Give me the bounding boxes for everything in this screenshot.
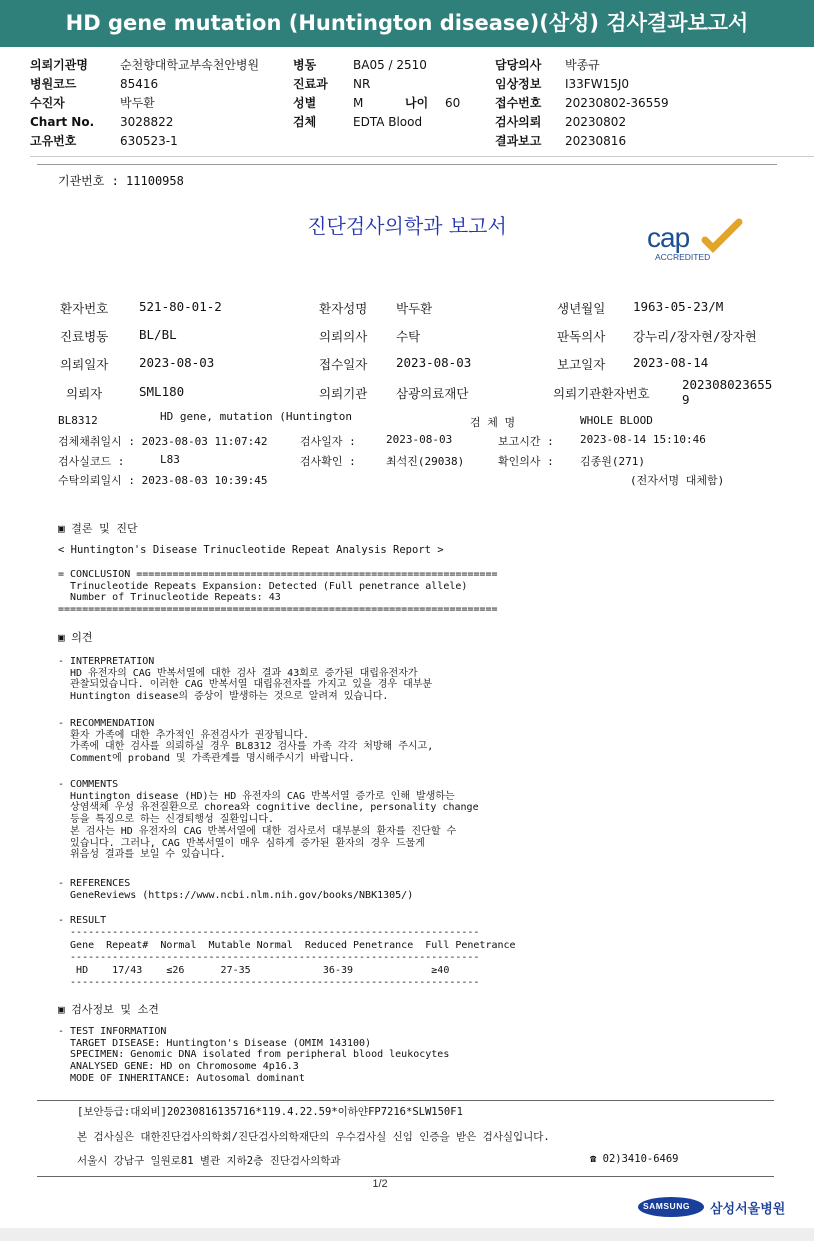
test-code: BL8312 — [58, 414, 98, 427]
security-line: [보안등급:대외비]20230816135716*119.4.22.59*이하얀FP7216*SLW150F1 — [77, 1106, 463, 1118]
label-request-date: 검사의뢰 — [495, 115, 542, 129]
result-columns: Gene Repeat# Normal Mutable Normal Reduced Penetrance Full Penetrance — [58, 940, 516, 951]
report-name: < Huntington's Disease Trinucleotide Repeat Analysis Report > — [58, 544, 444, 556]
page-number: 1/2 — [372, 1178, 388, 1190]
value-reported-date: 2023-08-14 — [633, 355, 709, 370]
institution-number: 기관번호 : 11100958 — [58, 174, 184, 188]
label-requested-date: 의뢰일자 — [60, 357, 109, 372]
comments-block: - COMMENTS Huntington disease (HD)는 HD 유전자의 CAG 반복서열 증가로 인해 발생하는 상염색체 우성 유전질환으로 chorea와 cognitive decline, personality change 등을 특징으로 하는 신경퇴행성 질환입니다. 본 검사는 HD 유전자의 CAG 반복서열에 대한 검사로서 대부분의 환자를 진단할 수 있습니다. 그러나, CAG 반복서열이 매우 심하게 증가된 환자의 경우 드물게 위음성 결과를 보일 수 있습니다. — [58, 779, 479, 861]
value-ward-code: BL/BL — [139, 327, 177, 342]
conclusion-block: = CONCLUSION ============================================================ Trinucleotide Repeats Expansion: Detected (Full penetrance allele) Number of Trinucleotide Repeats: 43 ========================================================================= — [58, 569, 498, 616]
specimen-value: WHOLE BLOOD — [580, 414, 653, 427]
label-clinical-info: 임상정보 — [495, 77, 542, 91]
value-requesting-org: 순천향대학교부속천안병원 — [120, 58, 260, 72]
header-col3 — [495, 56, 669, 151]
label-specimen: 검체 — [293, 115, 317, 129]
report-heading: 진단검사의학과 보고서 — [307, 214, 507, 238]
section-opinion-heading: ▣ 의견 — [58, 631, 93, 644]
value-clinical-info: I33FW15J0 — [565, 77, 630, 91]
label-reading-doctor: 판독의사 — [557, 329, 606, 344]
header-col2 — [293, 56, 460, 132]
cap-accredited-logo — [647, 218, 752, 266]
label-receipt-no: 접수번호 — [495, 96, 542, 110]
label-test-confirmation: 검사확인 : — [300, 455, 356, 468]
value-department: NR — [353, 77, 371, 91]
label-patient-no: 환자번호 — [60, 301, 109, 316]
value-ward: BA05 / 2510 — [353, 58, 427, 72]
label-requesting-doctor: 의뢰의사 — [319, 329, 368, 344]
label-report-date: 결과보고 — [495, 134, 542, 148]
value-requesting-doctor: 수탁 — [396, 329, 421, 344]
interpretation-block: - INTERPRETATION HD 유전자의 CAG 반복서열에 대한 검사 결과 43회로 증가된 대립유전자가 관찰되었습니다. 이러한 CAG 반복서열 대립유전자를 가지고 있을 경우 대부분 Huntington disease의 증상이 발생하는 것으로 알려져 있습니다. — [58, 656, 433, 703]
header-col1 — [30, 56, 259, 151]
value-patient-name: 박두환 — [396, 301, 433, 316]
value-confirming-doctor: 김종원(271) — [580, 455, 645, 468]
label-patient-name: 환자성명 — [319, 301, 368, 316]
value-receipt-no: 20230802-36559 — [565, 96, 669, 110]
header-divider — [30, 156, 814, 157]
value-requesting-institution: 삼광의료재단 — [396, 386, 469, 401]
section-test-info-heading: ▣ 검사정보 및 소견 — [58, 1003, 159, 1016]
label-hospital-code: 병원코드 — [30, 77, 77, 91]
value-unique-no: 630523-1 — [120, 134, 178, 148]
result-rule-bottom: -------------------------------------------------------------------- — [58, 977, 480, 988]
value-report-date: 20230816 — [565, 134, 627, 148]
test-information-block: - TEST INFORMATION TARGET DISEASE: Huntington's Disease (OMIM 143100) SPECIMEN: Genomic DNA isolated from peripheral blood leukocytes ANALYSED GENE: HD on Chromosome 4p16.3 MODE OF INHERITANCE: Autosomal dominant — [58, 1026, 450, 1084]
report-top-border — [37, 164, 777, 165]
label-reported-date: 보고일자 — [557, 357, 606, 372]
label-received-date: 접수일자 — [319, 357, 368, 372]
samsung-hospital-logo — [638, 1196, 786, 1220]
label-requesting-org: 의뢰기관명 — [30, 58, 88, 72]
recommendation-block: - RECOMMENDATION 환자 가족에 대한 추가적인 유전검사가 권장됩니다. 가족에 대한 검사를 의뢰하실 경우 BL8312 검사를 가족 각각 처방해 주시고, Comment에 proband 및 가족관계를 명시해주시기 바랍니다. — [58, 718, 434, 765]
label-department: 진료과 — [293, 77, 328, 91]
value-requester: SML180 — [139, 384, 185, 399]
value-reading-doctor: 강누리/장자현/장자현 — [633, 329, 757, 344]
specimen-label: 검 체 명 — [470, 416, 516, 429]
section-conclusion-heading: ▣ 결론 및 진단 — [58, 522, 138, 535]
label-age: 나이 — [405, 96, 429, 110]
phone-line: ☎ 02)3410-6469 — [590, 1153, 679, 1165]
label-unique-no: 고유번호 — [30, 134, 77, 148]
value-requested-date: 2023-08-03 — [139, 355, 215, 370]
value-chart-no: 3028822 — [120, 115, 174, 129]
label-requester: 의뢰자 — [66, 386, 103, 401]
label-patient: 수진자 — [30, 96, 65, 110]
value-birth-date: 1963-05-23/M — [633, 299, 724, 314]
cap-logo-subtext: ACCREDITED — [655, 252, 711, 262]
test-name: HD gene, mutation (Huntington — [160, 410, 353, 423]
hospital-name: 삼성서울병원 — [710, 1202, 786, 1217]
report-title-bar: HD gene mutation (Huntington disease)(삼성) 검사결과보고서 — [0, 0, 814, 47]
samsung-text: SAMSUNG — [643, 1201, 690, 1211]
value-patient: 박두환 — [120, 96, 155, 110]
test-line-3: 수탁의뢰일시 : 2023-08-03 10:39:45 — [58, 474, 268, 487]
value-institution-patient-no: 202308023655 — [682, 377, 773, 392]
references-block: - REFERENCES GeneReviews (https://www.ncbi.nlm.nih.gov/books/NBK1305/) — [58, 878, 414, 901]
label-doctor: 담당의사 — [495, 58, 542, 72]
footer-box — [37, 1100, 774, 1177]
value-institution-patient-no-cont: 9 — [682, 392, 690, 407]
label-sex: 성별 — [293, 96, 317, 110]
value-age: 60 — [445, 96, 461, 110]
label-lab-code: 검사실코드 : — [58, 455, 125, 468]
value-patient-no: 521-80-01-2 — [139, 299, 222, 314]
address-line: 서울시 강남구 일원로81 별관 지하2층 진단검사의학과 — [77, 1155, 341, 1167]
page-bottom-bar — [0, 1228, 814, 1241]
value-report-time: 2023-08-14 15:10:46 — [580, 433, 706, 446]
value-hospital-code: 85416 — [120, 77, 159, 91]
label-chart-no: Chart No. — [30, 115, 95, 129]
value-test-confirmation: 최석진(29038) — [386, 455, 465, 468]
result-rule-top: -------------------------------------------------------------------- — [58, 927, 480, 938]
label-ward-code: 진료병동 — [60, 329, 109, 344]
label-birth-date: 생년월일 — [557, 301, 606, 316]
label-institution-patient-no: 의뢰기관환자번호 — [553, 386, 650, 401]
value-received-date: 2023-08-03 — [396, 355, 472, 370]
label-test-date: 검사일자 : — [300, 435, 356, 448]
value-doctor: 박종규 — [565, 58, 600, 72]
result-row: HD 17/43 ≤26 27-35 36-39 ≥40 — [58, 965, 450, 976]
electronic-signature-note: (전자서명 대체함) — [630, 474, 725, 487]
value-test-date: 2023-08-03 — [386, 433, 453, 446]
collection-datetime: 검체채취일시 : 2023-08-03 11:07:42 — [58, 435, 268, 448]
result-heading: - RESULT — [58, 915, 107, 926]
value-request-date: 20230802 — [565, 115, 627, 129]
value-sex: M — [353, 96, 364, 110]
label-report-time: 보고시간 : — [498, 435, 554, 448]
result-rule-mid: -------------------------------------------------------------------- — [58, 952, 480, 963]
value-lab-code: L83 — [160, 453, 180, 466]
label-requesting-institution: 의뢰기관 — [319, 386, 368, 401]
certification-line: 본 검사실은 대한진단검사의학회/진단검사의학재단의 우수검사실 신임 인증을 받은 검사실입니다. — [77, 1131, 550, 1143]
cap-logo-text: cap — [647, 222, 690, 253]
value-specimen: EDTA Blood — [353, 115, 423, 129]
label-confirming-doctor: 확인의사 : — [498, 455, 554, 468]
label-ward: 병동 — [293, 58, 317, 72]
